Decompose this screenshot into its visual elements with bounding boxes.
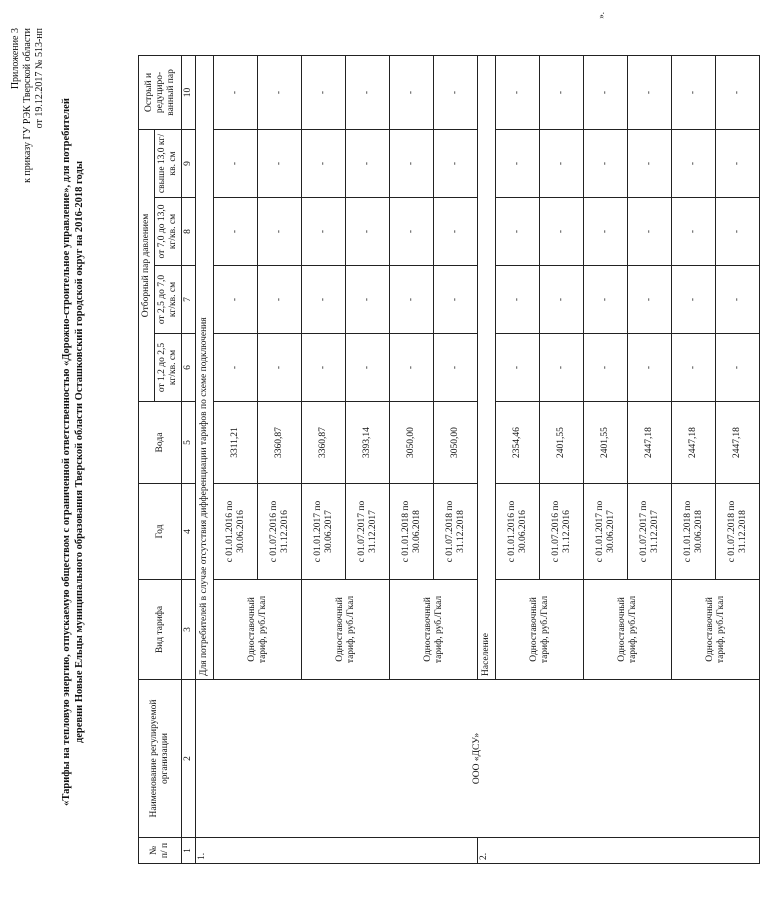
- organization-name: ООО «ДСУ»: [196, 680, 760, 838]
- steam-value-p4: -: [628, 129, 672, 197]
- steam-value-p3: -: [672, 198, 716, 266]
- steam-value-p2: -: [628, 266, 672, 334]
- steam-value-p4: -: [496, 129, 540, 197]
- steam-value-sharp: -: [540, 55, 584, 129]
- water-value: 3050,00: [434, 402, 478, 484]
- water-value: 3050,00: [390, 402, 434, 484]
- tariff-kind: Одноставочный тариф, руб./Гкал: [302, 580, 390, 680]
- period-cell: с 01.01.2018 по 30.06.2018: [390, 484, 434, 580]
- steam-value-p1: -: [672, 334, 716, 402]
- section-title: Население: [478, 55, 496, 679]
- steam-value-p3: -: [496, 198, 540, 266]
- period-cell: с 01.07.2017 по 31.12.2017: [346, 484, 390, 580]
- tariff-kind: Одноставочный тариф, руб./Гкал: [214, 580, 302, 680]
- period-cell: с 01.07.2018 по 31.12.2018: [716, 484, 760, 580]
- water-value: 2401,55: [584, 402, 628, 484]
- column-number: 6: [182, 334, 196, 402]
- header-pressure-1: от 1,2 до 2,5 кг/кв. см: [155, 334, 182, 402]
- period-cell: с 01.07.2018 по 31.12.2018: [434, 484, 478, 580]
- water-value: 3360,87: [302, 402, 346, 484]
- steam-value-p1: -: [258, 334, 302, 402]
- steam-value-p3: -: [628, 198, 672, 266]
- steam-value-p4: -: [214, 129, 258, 197]
- column-number: 5: [182, 402, 196, 484]
- steam-value-p3: -: [584, 198, 628, 266]
- section-number: 2.: [478, 838, 760, 864]
- steam-value-p4: -: [258, 129, 302, 197]
- steam-value-p1: -: [214, 334, 258, 402]
- title-line-2: деревни Новые Ельцы муниципального образования Тверской области Осташковский городской округ на 2016-2018 годы: [74, 160, 85, 744]
- header-num: № п/ п: [139, 838, 182, 864]
- column-number: 9: [182, 129, 196, 197]
- steam-value-p1: -: [390, 334, 434, 402]
- steam-value-p4: -: [584, 129, 628, 197]
- column-number: 8: [182, 198, 196, 266]
- steam-value-p3: -: [302, 198, 346, 266]
- water-value: 2354,46: [496, 402, 540, 484]
- water-value: 3393,14: [346, 402, 390, 484]
- steam-value-p3: -: [346, 198, 390, 266]
- column-number: 10: [182, 55, 196, 129]
- tariff-kind: Одноставочный тариф, руб./Гкал: [390, 580, 478, 680]
- steam-value-p1: -: [346, 334, 390, 402]
- steam-value-p1: -: [628, 334, 672, 402]
- steam-value-p4: -: [672, 129, 716, 197]
- appendix-line-1: Приложение 3: [10, 28, 21, 90]
- steam-value-sharp: -: [716, 55, 760, 129]
- header-org: Наименование регулируемой организации: [139, 680, 182, 838]
- header-year: Год: [139, 484, 182, 580]
- steam-value-p2: -: [346, 266, 390, 334]
- steam-value-p1: -: [434, 334, 478, 402]
- steam-value-p2: -: [540, 266, 584, 334]
- water-value: 3360,87: [258, 402, 302, 484]
- title-line-1: «Тарифы на тепловую энергию, отпускаемую обществом с ограниченной ответственностью «Дорожно-строительное управление», для потребителей: [61, 98, 72, 806]
- water-value: 3311,21: [214, 402, 258, 484]
- tariff-table: [138, 55, 760, 864]
- steam-value-p2: -: [716, 266, 760, 334]
- steam-value-p2: -: [258, 266, 302, 334]
- column-number-row: [182, 55, 196, 863]
- header-sharp-steam: Острый и редуциро-ванный пар: [139, 55, 182, 129]
- table-header: [139, 55, 196, 863]
- steam-value-p1: -: [496, 334, 540, 402]
- column-number: 1: [182, 838, 196, 864]
- appendix-line-3: от 19.12.2017 № 513-нп: [34, 28, 45, 129]
- steam-value-p3: -: [434, 198, 478, 266]
- section-title-row: [196, 55, 214, 863]
- steam-value-p2: -: [496, 266, 540, 334]
- steam-value-sharp: -: [584, 55, 628, 129]
- header-pressure-4: свыше 13,0 кг/кв. см: [155, 129, 182, 197]
- period-cell: с 01.07.2016 по 31.12.2016: [540, 484, 584, 580]
- steam-value-p3: -: [214, 198, 258, 266]
- period-cell: с 01.01.2018 по 30.06.2018: [672, 484, 716, 580]
- steam-value-sharp: -: [214, 55, 258, 129]
- section-title: Для потребителей в случае отсутствия дифференциации тарифов по схеме подключения: [196, 55, 214, 679]
- period-cell: с 01.07.2017 по 31.12.2017: [628, 484, 672, 580]
- steam-value-p2: -: [584, 266, 628, 334]
- steam-value-sharp: -: [346, 55, 390, 129]
- appendix-line-2: к приказу ГУ РЭК Тверской области: [22, 28, 33, 183]
- steam-value-p3: -: [716, 198, 760, 266]
- period-cell: с 01.07.2016 по 31.12.2016: [258, 484, 302, 580]
- header-water: Вода: [139, 402, 182, 484]
- column-number: 3: [182, 580, 196, 680]
- steam-value-p2: -: [302, 266, 346, 334]
- steam-value-p2: -: [672, 266, 716, 334]
- tariff-kind: Одноставочный тариф, руб./Гкал: [584, 580, 672, 680]
- header-steam-group: Отборный пар давлением: [139, 129, 155, 401]
- period-cell: с 01.01.2017 по 30.06.2017: [302, 484, 346, 580]
- section-number: 1.: [196, 838, 478, 864]
- steam-value-p4: -: [302, 129, 346, 197]
- steam-value-p2: -: [434, 266, 478, 334]
- water-value: 2401,55: [540, 402, 584, 484]
- steam-value-sharp: -: [390, 55, 434, 129]
- steam-value-p3: -: [258, 198, 302, 266]
- steam-value-p4: -: [716, 129, 760, 197]
- steam-value-p4: -: [346, 129, 390, 197]
- appendix-block: [0, 28, 45, 183]
- steam-value-p2: -: [214, 266, 258, 334]
- steam-value-p1: -: [584, 334, 628, 402]
- steam-value-p1: -: [540, 334, 584, 402]
- steam-value-p1: -: [302, 334, 346, 402]
- water-value: 2447,18: [672, 402, 716, 484]
- steam-value-p4: -: [540, 129, 584, 197]
- steam-value-p3: -: [390, 198, 434, 266]
- table-body: [196, 55, 760, 863]
- steam-value-p4: -: [390, 129, 434, 197]
- steam-value-p4: -: [434, 129, 478, 197]
- header-pressure-3: от 7,0 до 13,0 кг/кв. см: [155, 198, 182, 266]
- steam-value-p3: -: [540, 198, 584, 266]
- steam-value-sharp: -: [258, 55, 302, 129]
- period-cell: с 01.01.2017 по 30.06.2017: [584, 484, 628, 580]
- header-kind: Вид тарифа: [139, 580, 182, 680]
- column-number: 4: [182, 484, 196, 580]
- water-value: 2447,18: [716, 402, 760, 484]
- steam-value-p2: -: [390, 266, 434, 334]
- steam-value-sharp: -: [628, 55, 672, 129]
- steam-value-sharp: -: [496, 55, 540, 129]
- period-cell: с 01.01.2016 по 30.06.2016: [496, 484, 540, 580]
- closing-mark: ».: [596, 12, 606, 19]
- document-title: [60, 60, 86, 844]
- column-number: 2: [182, 680, 196, 838]
- period-cell: с 01.01.2016 по 30.06.2016: [214, 484, 258, 580]
- tariff-kind: Одноставочный тариф, руб./Гкал: [496, 580, 584, 680]
- steam-value-sharp: -: [672, 55, 716, 129]
- tariff-kind: Одноставочный тариф, руб./Гкал: [672, 580, 760, 680]
- steam-value-sharp: -: [434, 55, 478, 129]
- header-pressure-2: от 2,5 до 7,0 кг/кв. см: [155, 266, 182, 334]
- column-number: 7: [182, 266, 196, 334]
- water-value: 2447,18: [628, 402, 672, 484]
- steam-value-p1: -: [716, 334, 760, 402]
- steam-value-sharp: -: [302, 55, 346, 129]
